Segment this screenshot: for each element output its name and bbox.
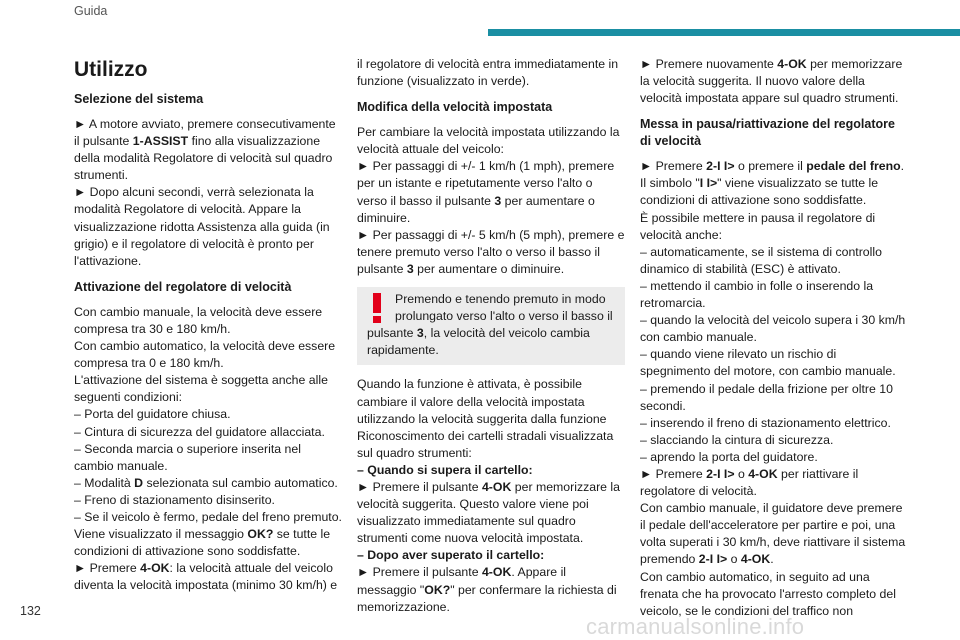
page-title: Utilizzo <box>74 58 148 81</box>
paragraph: ► Premere 2-I I> o 4-OK per riattivare il regolatore di velocità. <box>640 466 859 499</box>
list-item: – aprendo la porta del guidatore. <box>640 449 818 464</box>
heading-pausa-riattivazione: Messa in pausa/riattivazione del regolatore di velocità <box>640 117 895 149</box>
paragraph: Quando la funzione è attivata, è possibile cambiare il valore della velocità impostata utilizzando la velocità suggerita dalla funzione Riconoscimento dei cartelli stradali visualizzata sul quadro strumenti: <box>357 377 614 460</box>
paragraph: ► Dopo alcuni secondi, verrà selezionata la modalità Regolatore di velocità. Appare la visualizzazione ridotta Assistenza alla guida (in grigio) e il regolatore di velocità è pronto per l'attivazione. <box>74 185 330 268</box>
paragraph: Il simbolo "I I>" viene visualizzato se tutte le condizioni di attivazione sono soddisfatte. <box>640 176 879 208</box>
exclamation-warning-icon <box>367 291 387 325</box>
list-item: – Seconda marcia o superiore inserita nel cambio manuale. <box>74 441 301 473</box>
heading-selezione-sistema: Selezione del sistema <box>74 92 204 106</box>
header-accent-bar <box>488 29 960 36</box>
paragraph: Con cambio automatico, la velocità deve essere compresa tra 0 e 180 km/h. <box>74 339 336 371</box>
watermark-text: carmanualsonline.info <box>586 614 805 639</box>
list-item: – inserendo il freno di stazionamento elettrico. <box>640 415 891 430</box>
column-3 <box>640 56 908 620</box>
column-1 <box>74 56 342 594</box>
paragraph: Per cambiare la velocità impostata utilizzando la velocità attuale del veicolo: <box>357 125 620 157</box>
paragraph: ► Per passaggi di +/- 1 km/h (1 mph), premere per un istante e ripetutamente verso l'alto o verso il basso il pulsante 3 per aumentare o diminuire. <box>357 159 615 225</box>
list-item: – Se il veicolo è fermo, pedale del freno premuto. <box>74 509 342 524</box>
list-item: – quando viene rilevato un rischio di spegnimento del motore, con cambio manuale. <box>640 347 896 379</box>
paragraph: L'attivazione del sistema è soggetta anche alle seguenti condizioni: <box>74 373 328 405</box>
page-number: 132 <box>20 604 41 618</box>
paragraph: il regolatore di velocità entra immediatamente in funzione (visualizzato in verde). <box>357 57 619 89</box>
column-2 <box>357 56 625 616</box>
list-item: – Modalità D selezionata sul cambio automatico. <box>74 475 338 490</box>
paragraph: È possibile mettere in pausa il regolatore di velocità anche: <box>640 210 876 242</box>
list-item: – slacciando la cintura di sicurezza. <box>640 432 834 447</box>
list-item: – Porta del guidatore chiusa. <box>74 407 231 422</box>
list-item: – Dopo aver superato il cartello: <box>357 548 545 563</box>
list-item: – premendo il pedale della frizione per oltre 10 secondi. <box>640 381 893 413</box>
warning-note <box>357 287 625 365</box>
paragraph: ► Per passaggi di +/- 5 km/h (5 mph), premere e tenere premuto verso l'alto o verso il basso il pulsante 3 per aumentare o diminuire. <box>357 227 625 276</box>
list-item: – Quando si supera il cartello: <box>357 462 533 477</box>
paragraph: Con cambio manuale, il guidatore deve premere il pedale dell'acceleratore per partire e poi, una volta superati i 30 km/h, deve riattivare il sistema premendo 2-I I> o 4-OK. <box>640 501 906 567</box>
list-item: – automaticamente, se il sistema di controllo dinamico di stabilità (ESC) è attivato. <box>640 244 882 276</box>
paragraph: Viene visualizzato il messaggio OK? se tutte le condizioni di attivazione sono soddisfatte. <box>74 527 331 559</box>
list-item: – quando la velocità del veicolo supera i 30 km/h con cambio manuale. <box>640 313 906 345</box>
warning-note-text: Premendo e tenendo premuto in modo prolungato verso l'alto o verso il basso il pulsante 3, la velocità del veicolo cambia rapidamente. <box>367 292 613 358</box>
list-item: – Freno di stazionamento disinserito. <box>74 492 275 507</box>
paragraph: ► Premere il pulsante 4-OK. Appare il messaggio "OK?" per confermare la richiesta di memorizzazione. <box>357 565 617 614</box>
paragraph: ► Premere 4-OK: la velocità attuale del veicolo diventa la velocità impostata (minimo 30 km/h) e <box>74 561 338 593</box>
heading-modifica-velocita: Modifica della velocità impostata <box>357 100 553 115</box>
paragraph: Con cambio manuale, la velocità deve essere compresa tra 30 e 180 km/h. <box>74 304 323 336</box>
paragraph: ► Premere 2-I I> o premere il pedale del freno. <box>640 159 905 174</box>
list-item: – Cintura di sicurezza del guidatore allacciata. <box>74 424 325 439</box>
paragraph: Con cambio automatico, in seguito ad una frenata che ha provocato l'arresto completo del veicolo, se le condizioni del traffico non <box>640 569 896 618</box>
heading-attivazione-regolatore: Attivazione del regolatore di velocità <box>74 279 292 294</box>
list-item: – mettendo il cambio in folle o inserendo la retromarcia. <box>640 278 874 311</box>
header-section-label: Guida <box>74 4 108 18</box>
paragraph: ► A motore avviato, premere consecutivamente il pulsante 1-ASSIST fino alla visualizzazione della modalità Regolatore di velocità sul quadro strumenti. <box>74 117 336 183</box>
paragraph: ► Premere nuovamente 4-OK per memorizzare la velocità suggerita. Il nuovo valore della velocità impostata appare sul quadro strumenti. <box>640 57 903 106</box>
paragraph: ► Premere il pulsante 4-OK per memorizzare la velocità suggerita. Questo valore viene poi visualizzato immediatamente sul quadro strumenti come nuova velocità impostata. <box>357 479 620 546</box>
